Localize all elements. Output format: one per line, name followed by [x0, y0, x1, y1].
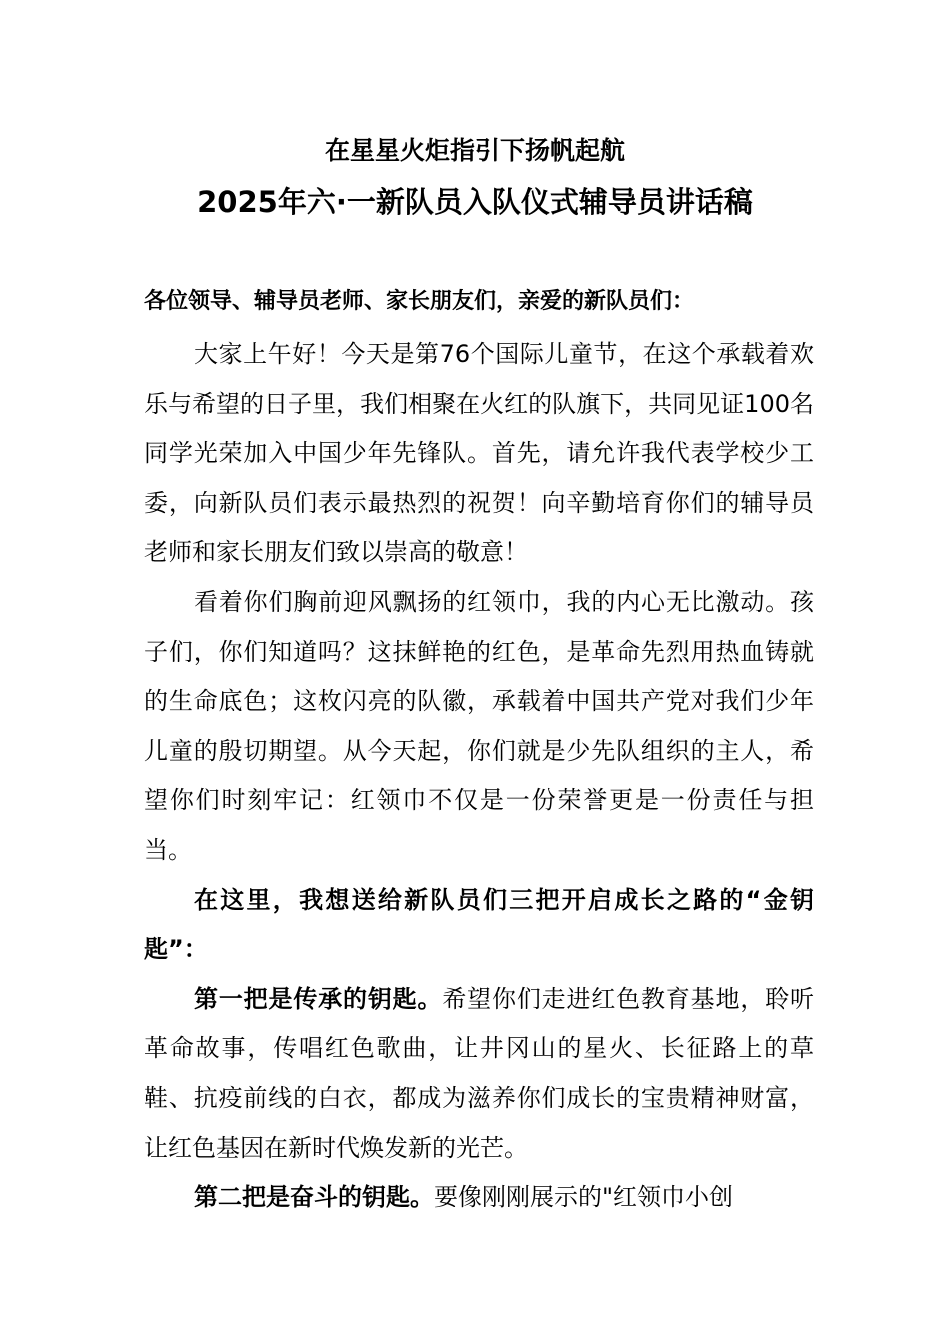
paragraph-golden-keys: [144, 876, 814, 975]
paragraph-red-scarf: [144, 578, 814, 876]
document-body: [144, 282, 814, 1223]
paragraph-text: 看着你们胸前迎风飘扬的红领巾，我的内心无比激动。孩子们，你们知道吗？这抹鲜艳的红色，是革命先烈用热血铸就的生命底色；这枚闪亮的队徽，承载着中国共产党对我们少年儿童的殷切期望。从今天起，你们就是少先队组织的主人，希望你们时刻牢记：红领巾不仅是一份荣誉更是一份责任与担当。: [144, 587, 814, 864]
paragraph-text: 大家上午好！今天是第76个国际儿童节，在这个承载着欢乐与希望的日子里，我们相聚在火红的队旗下，共同见证100名同学光荣加入中国少年先锋队。首先，请允许我代表学校少工委，向新队员们表示最热烈的祝贺！向辛勤培育你们的辅导员老师和家长朋友们致以崇高的敬意！: [144, 340, 814, 567]
paragraph-text: 希望你们走进红色教育基地，聆听革命故事，传唱红色歌曲，让井冈山的星火、长征路上的草鞋、抗疫前线的白衣，都成为滋养你们成长的宝贵精神财富，让红色基因在新时代焕发新的光芒。: [144, 984, 815, 1162]
salutation: 各位领导、辅导员老师、家长朋友们，亲爱的新队员们：: [144, 289, 695, 314]
paragraph-lead: 第一把是传承的钥匙。: [194, 984, 443, 1013]
paragraph-lead: 第二把是奋斗的钥匙。: [194, 1183, 434, 1212]
paragraph-text: 在这里，我想送给新队员们三把开启成长之路的“金钥匙”：: [144, 885, 814, 964]
document-title: 在星星火炬指引下扬帆起航: [324, 136, 625, 165]
paragraph-greeting: [144, 330, 814, 578]
paragraph-text: 要像刚刚展示的"红领巾小创: [434, 1183, 734, 1212]
document-subtitle: 2025年六·一新队员入队仪式辅导员讲话稿: [197, 185, 753, 219]
paragraph-key-one: [144, 975, 814, 1173]
paragraph-key-two: [144, 1173, 814, 1223]
